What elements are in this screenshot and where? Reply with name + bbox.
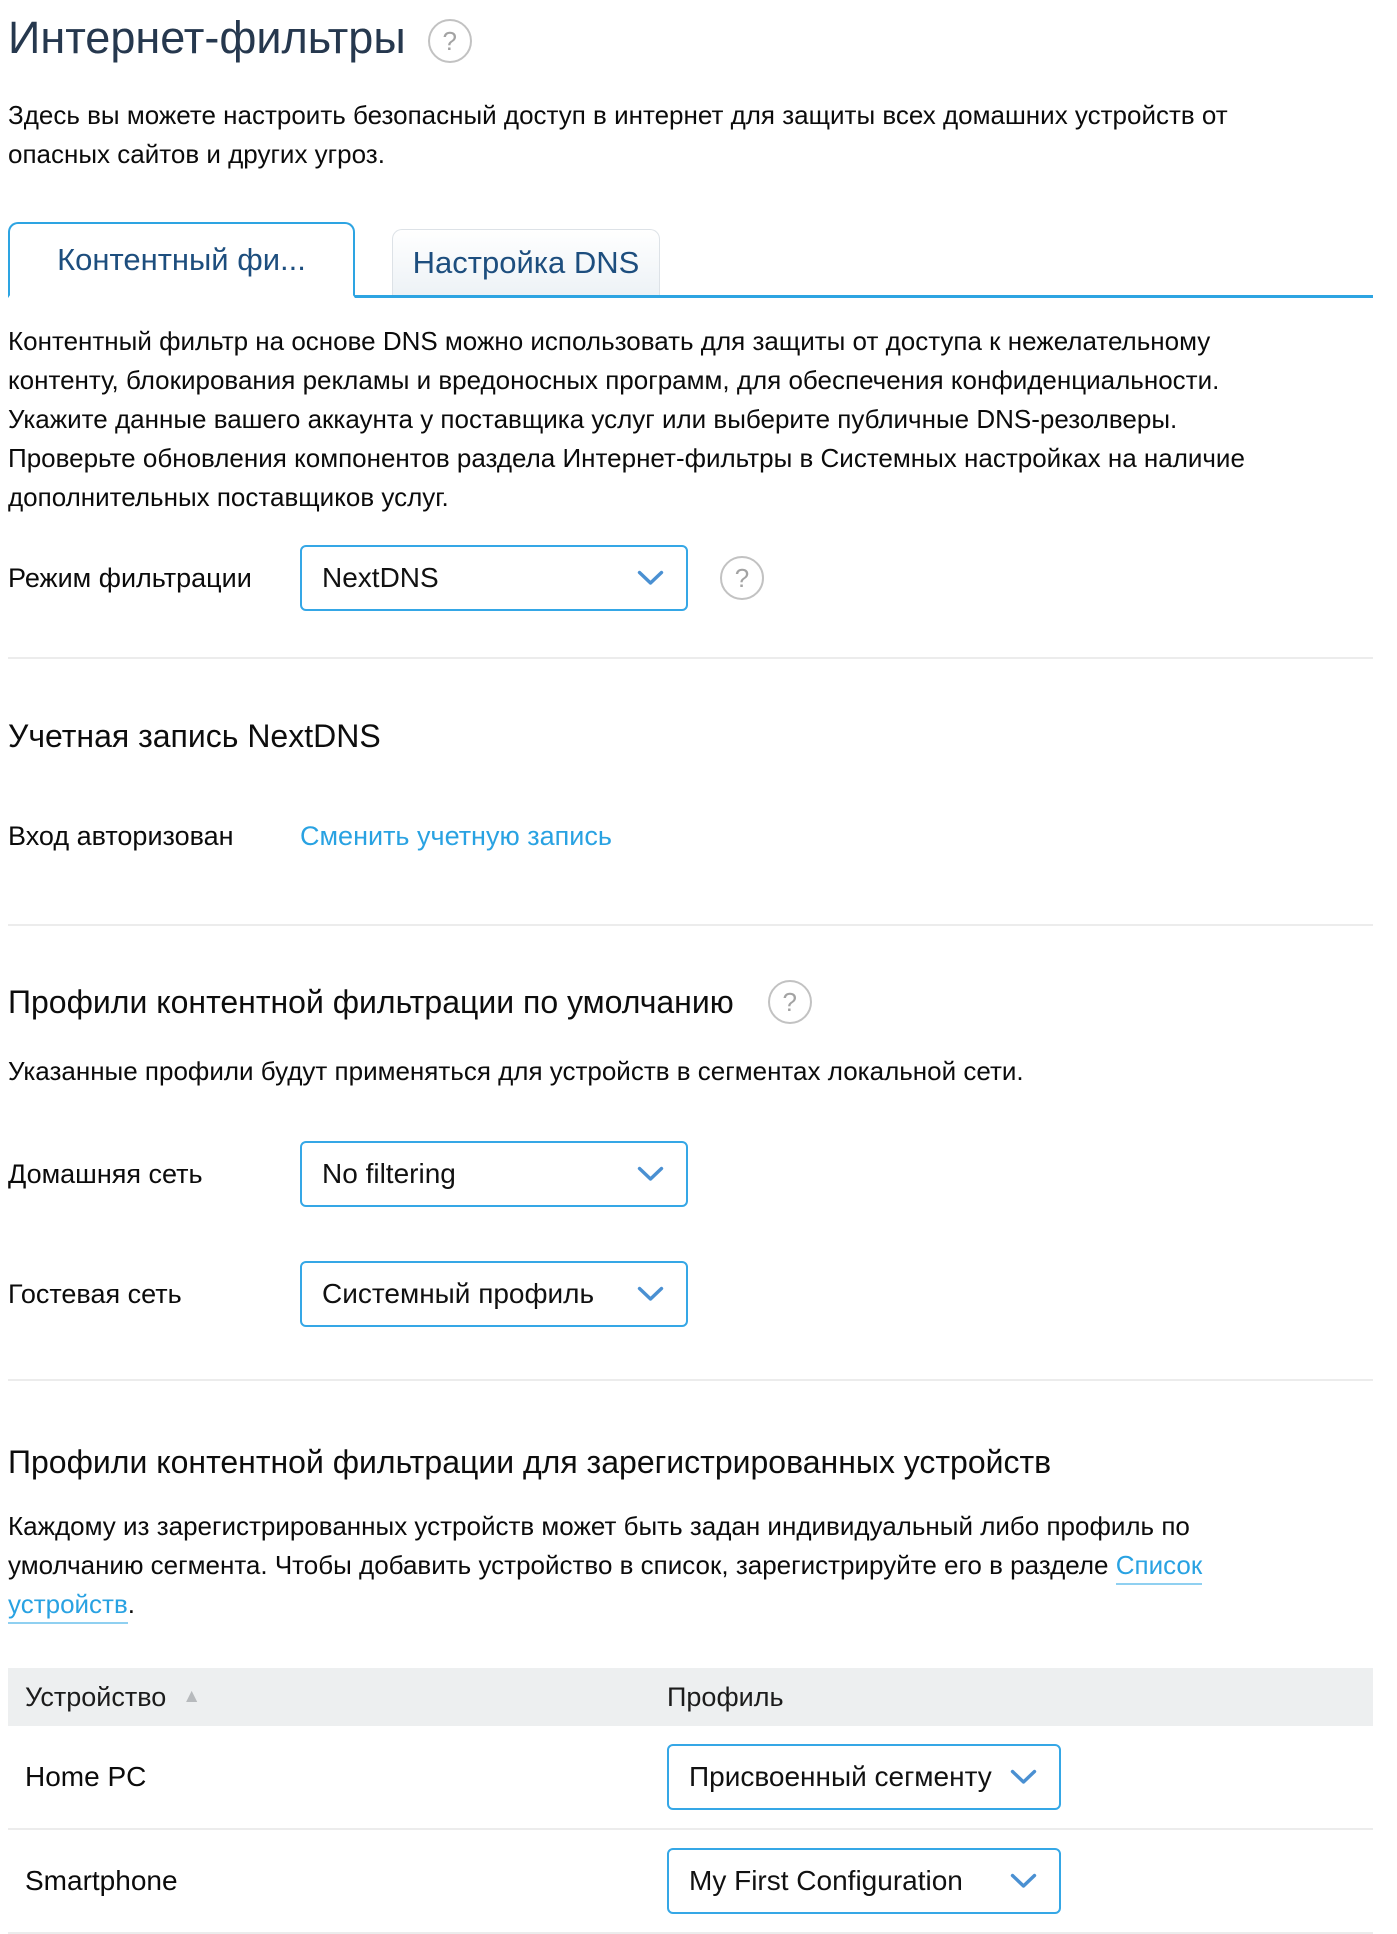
guest-network-value: Системный профиль xyxy=(322,1278,595,1309)
default-profiles-description: Указанные профили будут применяться для устройств в сегментах локальной сети. xyxy=(8,1056,1024,1086)
smartphone-profile-value: My First Configuration xyxy=(689,1865,963,1896)
chevron-down-icon xyxy=(637,1286,664,1302)
account-section-heading: Учетная запись NextDNS xyxy=(8,718,381,754)
tab-bar xyxy=(8,222,1373,298)
guest-network-row xyxy=(8,1261,1373,1327)
home-pc-profile-select[interactable] xyxy=(667,1744,1061,1810)
table-row xyxy=(8,1830,1373,1934)
section-divider xyxy=(8,1379,1373,1381)
chevron-down-icon xyxy=(637,570,664,586)
smartphone-profile-select[interactable] xyxy=(667,1848,1061,1914)
device-profiles-description xyxy=(8,1507,1288,1624)
home-network-select[interactable] xyxy=(300,1141,688,1207)
guest-network-label: Гостевая сеть xyxy=(8,1278,182,1309)
table-header xyxy=(8,1668,1373,1726)
section-divider xyxy=(8,924,1373,926)
home-network-label: Домашняя сеть xyxy=(8,1158,203,1189)
help-icon[interactable]: ? xyxy=(768,980,812,1024)
title-row xyxy=(8,10,1373,66)
home-network-value: No filtering xyxy=(322,1158,456,1189)
chevron-down-icon xyxy=(1010,1873,1037,1889)
filter-mode-row xyxy=(8,545,1373,611)
guest-network-select[interactable] xyxy=(300,1261,688,1327)
page-intro: Здесь вы можете настроить безопасный доступ в интернет для защиты всех домашних устройств от опасных сайтов и других угроз. xyxy=(8,100,1228,169)
device-profiles-table xyxy=(8,1668,1373,1934)
sort-ascending-icon: ▲ xyxy=(182,1686,202,1707)
filter-mode-value: NextDNS xyxy=(322,562,439,593)
home-network-row xyxy=(8,1141,1373,1207)
device-name: Smartphone xyxy=(25,1865,178,1896)
device-column-header[interactable] xyxy=(25,1682,667,1713)
profile-column-header xyxy=(667,1682,1373,1713)
filter-mode-label: Режим фильтрации xyxy=(8,562,252,593)
account-status-row xyxy=(8,821,1373,852)
device-name: Home PC xyxy=(25,1761,147,1792)
page-title: Интернет-фильтры xyxy=(8,12,406,63)
content-filter-description: Контентный фильтр на основе DNS можно использовать для защиты от доступа к нежелательному контенту, блокирования рекламы и вредоносных программ, для обеспечения конфиденциальности. Укажите данные вашего аккаунта у поставщика услуг или выберите публичные DNS-резолверы. Проверьте обновления компонентов раздела Интернет-фильтры в Системных настройках на наличие дополнительных поставщиков услуг. xyxy=(8,326,1245,512)
tab-dns-settings[interactable]: Настройка DNS xyxy=(392,229,660,295)
tab-content-filter[interactable]: Контентный фи... xyxy=(8,222,355,298)
account-status-label: Вход авторизован xyxy=(8,821,234,851)
chevron-down-icon xyxy=(637,1166,664,1182)
home-pc-profile-value: Присвоенный сегменту xyxy=(689,1761,992,1792)
filter-mode-select[interactable] xyxy=(300,545,688,611)
default-profiles-heading-row xyxy=(8,980,1373,1024)
help-icon[interactable]: ? xyxy=(720,556,764,600)
section-divider xyxy=(8,657,1373,659)
profile-column-label: Профиль xyxy=(667,1681,784,1712)
device-profiles-heading: Профили контентной фильтрации для зарегистрированных устройств xyxy=(8,1444,1052,1480)
device-list-link[interactable]: Список устройств xyxy=(8,1550,1202,1624)
change-account-link[interactable]: Сменить учетную запись xyxy=(300,821,612,851)
help-icon[interactable]: ? xyxy=(428,19,472,63)
chevron-down-icon xyxy=(1010,1769,1037,1785)
default-profiles-heading: Профили контентной фильтрации по умолчанию xyxy=(8,984,734,1020)
description-text: . xyxy=(127,1589,136,1619)
description-text: Каждому из зарегистрированных устройств может быть задан индивидуальный либо профиль по умолчанию сегмента. Чтобы добавить устройство в список, зарегистрируйте его в разделе xyxy=(8,1511,1190,1580)
device-column-label: Устройство xyxy=(25,1681,167,1712)
